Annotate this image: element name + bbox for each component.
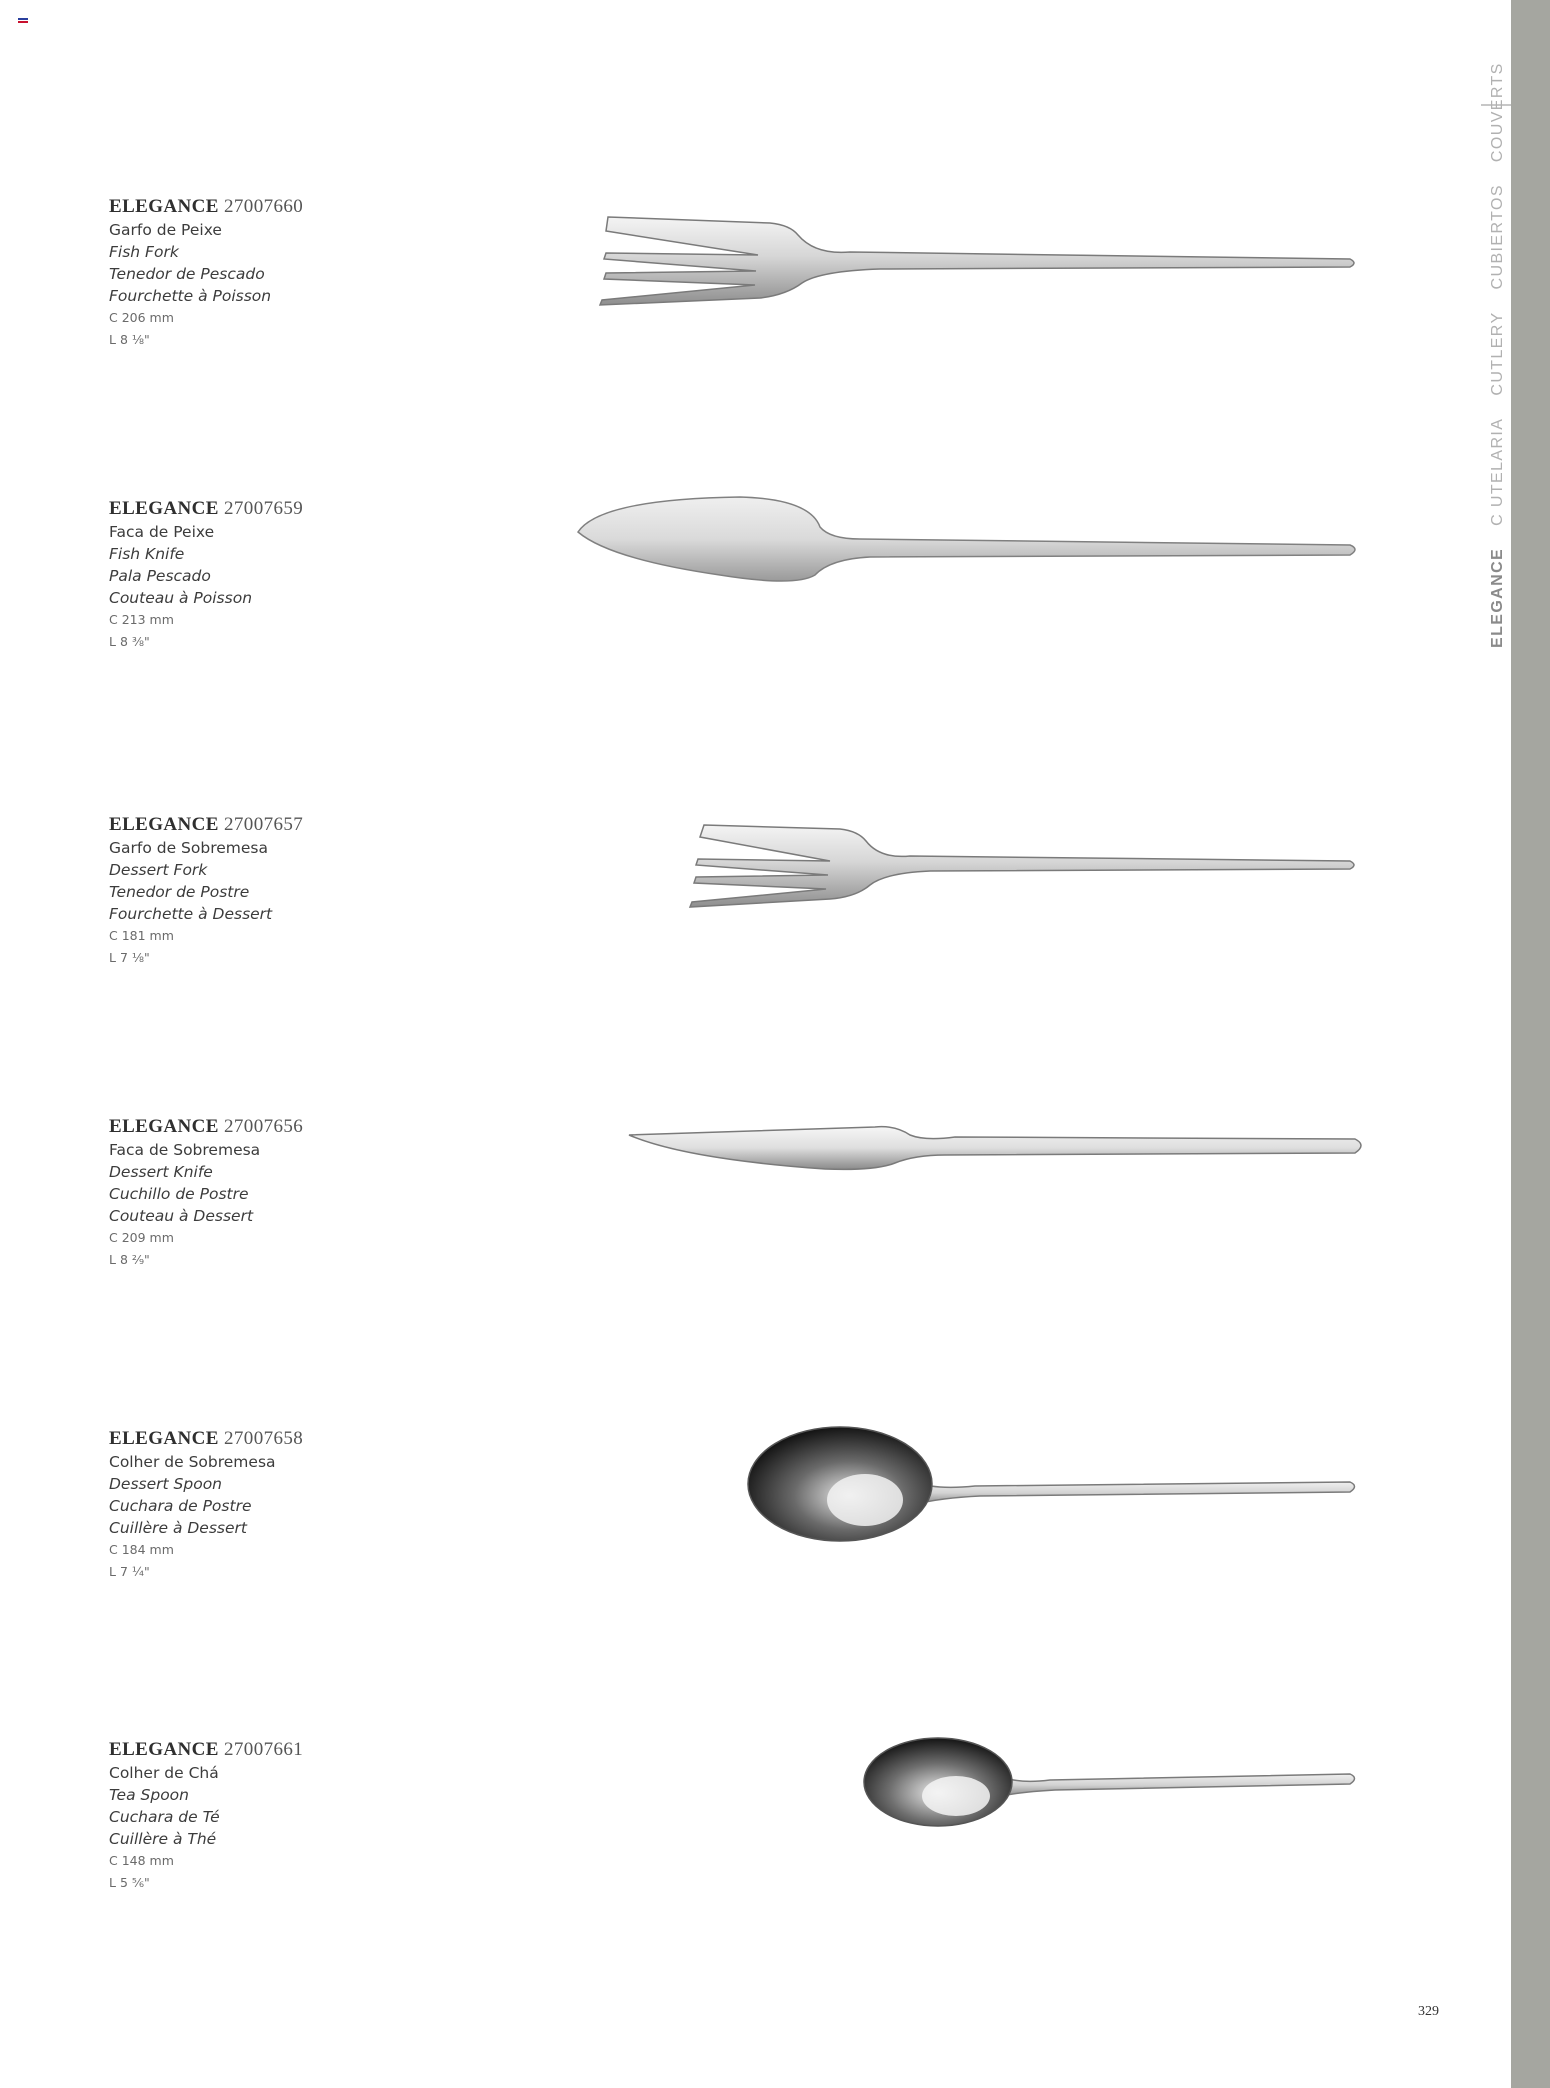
product-title [109, 497, 529, 521]
product-code: 27007657 [224, 814, 304, 835]
product-code: 27007660 [224, 196, 304, 217]
product-length-in: L 8 ²⁄₉" [109, 1252, 150, 1267]
product-code: 27007656 [224, 1116, 304, 1137]
product-name-pt: Faca de Peixe [109, 523, 215, 541]
product-length-in: L 7 ¼" [109, 1564, 150, 1579]
product-entry [0, 1738, 1480, 2038]
side-nav-item-cutlery[interactable]: CUTLERY [1489, 311, 1506, 396]
product-name-es: Cuchara de Té [109, 1808, 220, 1826]
product-name-en: Dessert Fork [109, 861, 208, 879]
product-info [109, 1427, 529, 1583]
product-length-in: L 8 ⅛" [109, 332, 150, 347]
tea-spoon-icon [860, 1730, 1370, 1830]
product-name: ELEGANCE [109, 814, 219, 835]
product-name-es: Tenedor de Pescado [109, 265, 265, 283]
product-length-mm: C 184 mm [109, 1542, 174, 1557]
product-name-pt: Faca de Sobremesa [109, 1141, 261, 1159]
product-name-fr: Couteau à Poisson [109, 589, 253, 607]
product-info [109, 497, 529, 653]
product-length-in: L 5 ⅚" [109, 1875, 150, 1890]
product-info [109, 1115, 529, 1271]
product-name-pt: Colher de Chá [109, 1764, 219, 1782]
product-info [109, 813, 529, 969]
fish-knife-icon [570, 487, 1370, 607]
product-length-mm: C 213 mm [109, 612, 174, 627]
product-name-en: Dessert Spoon [109, 1475, 223, 1493]
side-nav [1486, 62, 1510, 648]
product-length-mm: C 209 mm [109, 1230, 174, 1245]
dessert-fork-icon [680, 803, 1370, 923]
flag-icon [18, 18, 28, 26]
product-title [109, 813, 529, 837]
product-title [109, 1115, 529, 1139]
product-name-es: Cuchara de Postre [109, 1497, 252, 1515]
product-entry [0, 813, 1480, 1113]
product-name-es: Tenedor de Postre [109, 883, 250, 901]
product-code: 27007661 [224, 1739, 304, 1760]
side-nav-item-couverts[interactable]: COUVERTS [1489, 62, 1506, 163]
dessert-spoon-icon [745, 1422, 1370, 1552]
product-name: ELEGANCE [109, 1116, 219, 1137]
product-title [109, 1427, 529, 1451]
product-code: 27007659 [224, 498, 304, 519]
product-length-in: L 7 ⅛" [109, 950, 150, 965]
product-length-in: L 8 ⅜" [109, 634, 150, 649]
product-code: 27007658 [224, 1428, 304, 1449]
product-name-pt: Garfo de Peixe [109, 221, 222, 239]
product-name: ELEGANCE [109, 1428, 219, 1449]
product-name: ELEGANCE [109, 498, 219, 519]
product-info [109, 1738, 529, 1894]
product-name-fr: Fourchette à Poisson [109, 287, 272, 305]
product-entry [0, 497, 1480, 797]
product-name-fr: Cuillère à Dessert [109, 1519, 247, 1537]
product-name-en: Dessert Knife [109, 1163, 213, 1181]
product-length-mm: C 148 mm [109, 1853, 174, 1868]
side-nav-item-cubiertos[interactable]: CUBIERTOS [1489, 184, 1506, 290]
fish-fork-icon [580, 155, 1370, 315]
product-title [109, 195, 529, 219]
product-name-es: Cuchillo de Postre [109, 1185, 249, 1203]
product-name-fr: Cuillère à Thé [109, 1830, 217, 1848]
product-info [109, 195, 529, 351]
side-nav-item-elegance[interactable]: ELEGANCE [1489, 547, 1506, 648]
product-name-pt: Colher de Sobremesa [109, 1453, 276, 1471]
product-name-en: Fish Knife [109, 545, 185, 563]
product-name-en: Fish Fork [109, 243, 179, 261]
page-number: 329 [1418, 2004, 1439, 2019]
product-entry [0, 1427, 1480, 1727]
product-name-en: Tea Spoon [109, 1786, 189, 1804]
product-name-fr: Fourchette à Dessert [109, 905, 273, 923]
product-name: ELEGANCE [109, 1739, 219, 1760]
product-name-fr: Couteau à Dessert [109, 1207, 254, 1225]
product-title [109, 1738, 529, 1762]
product-name-pt: Garfo de Sobremesa [109, 839, 268, 857]
dessert-knife-icon [625, 1115, 1370, 1185]
product-entry [0, 1115, 1480, 1415]
product-name-es: Pala Pescado [109, 567, 211, 585]
side-bar [1511, 0, 1550, 2088]
product-length-mm: C 206 mm [109, 310, 174, 325]
product-name: ELEGANCE [109, 196, 219, 217]
side-nav-item-cutelaria[interactable]: C UTELARIA [1489, 417, 1506, 526]
product-length-mm: C 181 mm [109, 928, 174, 943]
product-entry [0, 195, 1480, 495]
